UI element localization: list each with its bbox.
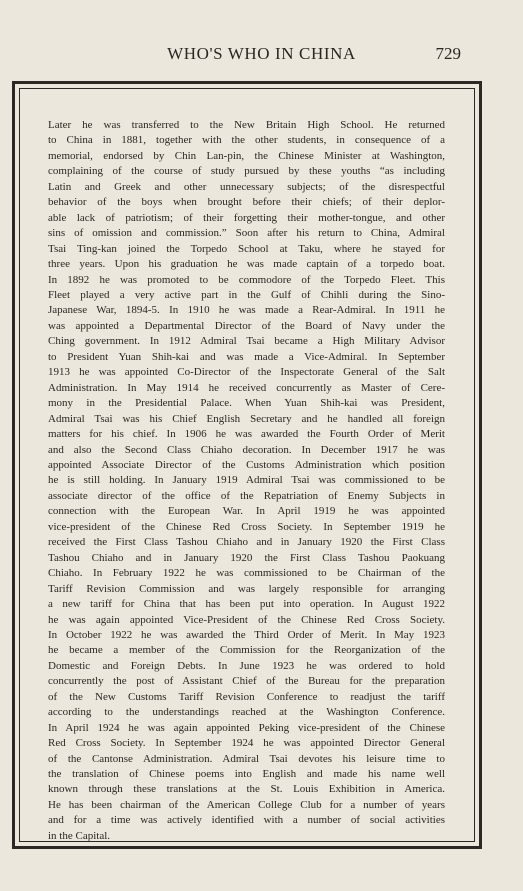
text-line: he became a member of the Commission for the Reorganization of the: [48, 644, 445, 657]
text-line: able lack of patriotism; of their forgetting their mother-tongue, and other: [48, 211, 445, 224]
text-line: the translation of Chinese poems into English and made his name well: [48, 768, 445, 781]
text-line: to China in 1881, together with the other students, in consequence of a: [48, 134, 445, 147]
text-line: behavior of the boys when brought before their chiefs; of their deplor-: [48, 196, 445, 209]
text-line: Tashou Chiaho and in January 1920 the First Class Tashou Paokuang: [48, 551, 445, 564]
text-line: Fleet played a very active part in the Gulf of Chihli during the Sino-: [48, 288, 445, 301]
biography-text: [48, 118, 445, 844]
text-line: sins of omission and commission.” Soon after his return to China, Admiral: [48, 227, 445, 240]
text-line: In April 1924 he was again appointed Peking vice-president of the Chinese: [48, 721, 445, 734]
text-line: Tsai Ting-kan joined the Torpedo School at Taku, where he stayed for: [48, 242, 445, 255]
text-line: Admiral Tsai was his Chief English Secretary and he handled all foreign: [48, 412, 445, 425]
text-line: known through these translations at the St. Louis Exhibition in America.: [48, 783, 445, 796]
text-line: Red Cross Society. In September 1924 he was appointed Director General: [48, 737, 445, 750]
text-line: appointed Associate Director of the Customs Administration which position: [48, 458, 445, 471]
text-line: he is still holding. In January 1919 Admiral Tsai was commissioned to be: [48, 474, 445, 487]
text-line: Latin and Greek and other unnecessary subjects; of the disrespectful: [48, 180, 445, 193]
text-line: memorial, endorsed by Chin Lan-pin, the Chinese Minister at Washington,: [48, 149, 445, 162]
text-line: He has been chairman of the American College Club for a number of years: [48, 798, 445, 811]
text-line: connection with the European War. In April 1919 he was appointed: [48, 505, 445, 518]
text-line: 1913 he was appointed Co-Director of the Inspectorate General of the Salt: [48, 366, 445, 379]
text-line: of the Cantonse Administration. Admiral Tsai devotes his leisure time to: [48, 752, 445, 765]
running-header: [0, 44, 523, 68]
text-line: Later he was transferred to the New Britain High School. He returned: [48, 119, 445, 131]
text-line: received the First Class Tashou Chiaho and in January 1920 the First Class: [48, 536, 445, 549]
text-line: In October 1922 he was awarded the Third Order of Merit. In May 1923: [48, 628, 445, 641]
text-line: complaining of the course of study pursued by these youths “as including: [48, 165, 445, 178]
text-line: Japanese War, 1894-5. In 1910 he was made a Rear-Admiral. In 1911 he: [48, 304, 445, 317]
running-head-title: WHO'S WHO IN CHINA: [167, 44, 356, 63]
text-line: to President Yuan Shih-kai and was made a Vice-Admiral. In September: [48, 350, 445, 363]
text-line: vice-president of the Chinese Red Cross Society. In September 1919 he: [48, 520, 445, 533]
text-line: he was again appointed Vice-President of the Chinese Red Cross Society.: [48, 613, 445, 626]
page-number: 729: [435, 44, 461, 63]
text-line: was appointed a Departmental Director of the Board of Navy under the: [48, 319, 445, 332]
text-line: and also the Second Class Chiaho decoration. In December 1917 he was: [48, 443, 445, 456]
text-line: mony in the Presidential Palace. When Yuan Shih-kai was President,: [48, 397, 445, 410]
text-line: of the New Customs Tariff Revision Conference to readjust the tariff: [48, 690, 445, 703]
text-line: in the Capital.: [48, 829, 111, 842]
text-line: associate director of the office of the Repatriation of Enemy Subjects in: [48, 489, 445, 502]
text-line: Domestic and Foreign Debts. In June 1923 he was ordered to hold: [48, 659, 445, 672]
text-line: three years. Upon his graduation he was made captain of a torpedo boat.: [48, 258, 445, 271]
text-line: In 1892 he was promoted to be commodore of the Torpedo Fleet. This: [48, 273, 445, 286]
text-line: a new tariff for China that has been put into operation. In August 1922: [48, 598, 445, 611]
text-line: concurrently the post of Assistant Chief of the Bureau for the preparation: [48, 675, 445, 688]
text-line: Tariff Revision Commission and was largely responsible for arranging: [48, 582, 445, 595]
text-line: matters for his chief. In 1906 he was awarded the Fourth Order of Merit: [48, 428, 445, 441]
text-line: Chiaho. In February 1922 he was commissioned to be Chairman of the: [48, 567, 445, 580]
text-line: Administration. In May 1914 he received concurrently as Master of Cere-: [48, 381, 445, 394]
text-line: according to the understandings reached at the Washington Conference.: [48, 706, 445, 719]
text-line: and for a time was actively identified with a number of social activities: [48, 814, 445, 827]
text-line: Ching government. In 1912 Admiral Tsai became a High Military Advisor: [48, 335, 445, 348]
